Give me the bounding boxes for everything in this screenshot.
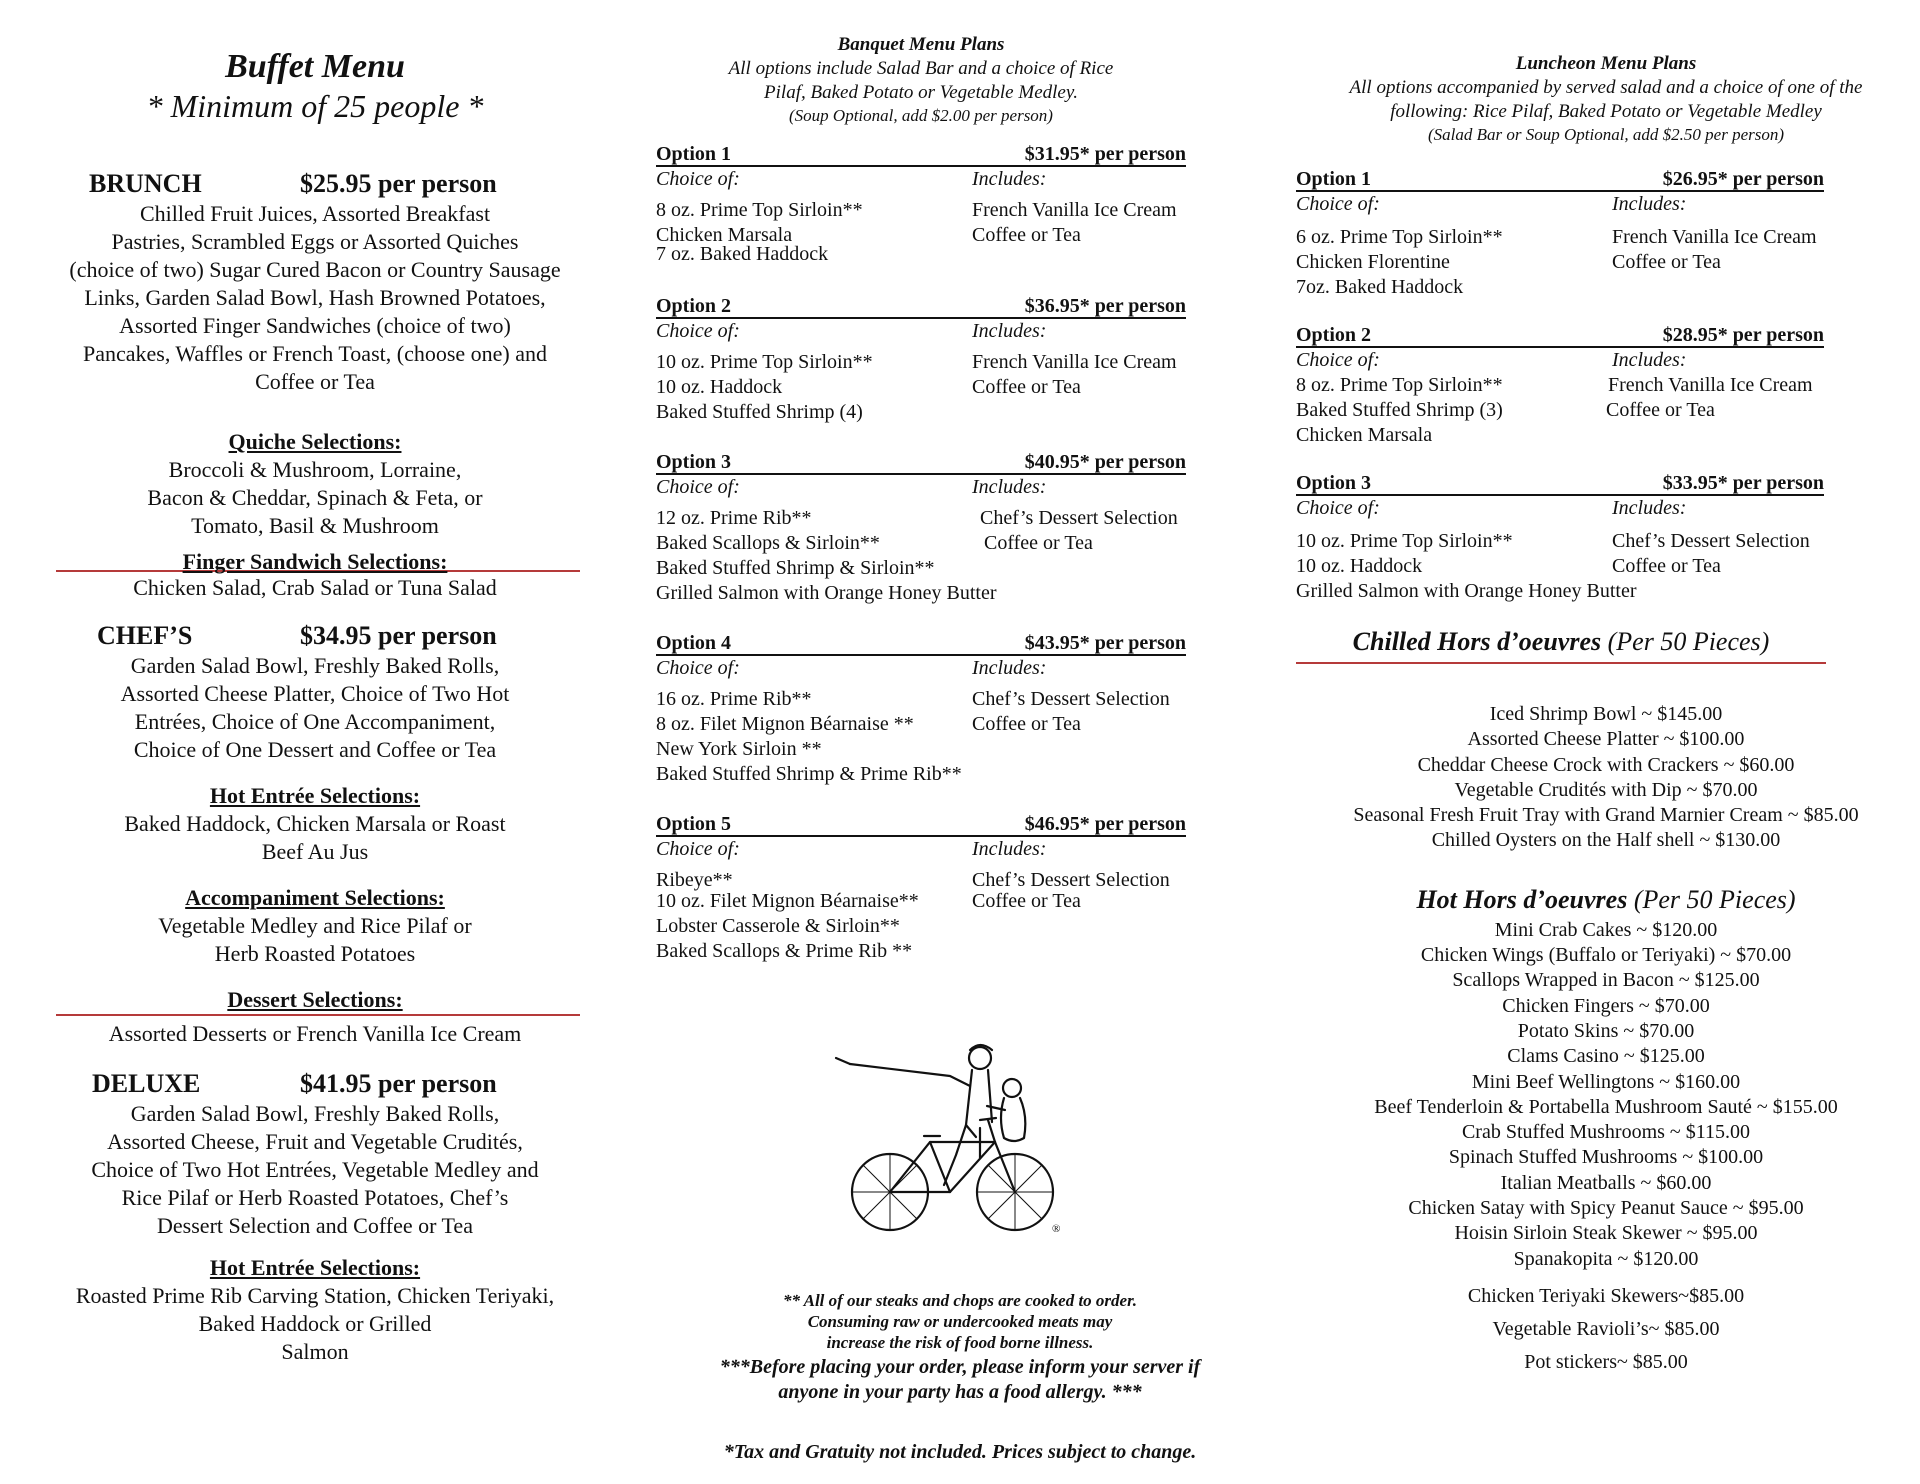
quiche-list	[40, 456, 590, 540]
choice-item: 7oz. Baked Haddock	[1296, 276, 1464, 298]
hot-hors-title	[1296, 884, 1916, 916]
option-price: $28.95* per person	[1662, 324, 1824, 346]
includes-label: Includes:	[972, 476, 1047, 498]
hot-item: Mini Beef Wellingtons ~ $160.00	[1471, 1070, 1741, 1093]
luncheon-note: (Salad Bar or Soup Optional, add $2.50 per person)	[1427, 125, 1785, 144]
accompaniment-line: Vegetable Medley and Rice Pilaf or	[158, 913, 472, 938]
choice-item: 12 oz. Prime Rib**	[656, 507, 812, 529]
chilled-title: Chilled Hors d’oeuvres	[1352, 627, 1602, 656]
choice-item: Chicken Marsala	[656, 224, 793, 246]
choice-label: Choice of:	[656, 476, 740, 498]
deluxe-line: Assorted Cheese, Fruit and Vegetable Crudités,	[107, 1129, 523, 1154]
choice-label: Choice of:	[656, 168, 740, 190]
option-price: $46.95* per person	[1024, 813, 1186, 835]
option-name: Option 2	[1296, 324, 1372, 346]
chefs-description	[40, 652, 590, 764]
includes-label: Includes:	[972, 168, 1047, 190]
hot-item: Italian Meatballs ~ $60.00	[1500, 1171, 1712, 1194]
include-item: Chef’s Dessert Selection	[980, 507, 1178, 529]
hot-qty: (Per 50 Pieces)	[1633, 884, 1796, 914]
choice-item: 8 oz. Prime Top Sirloin**	[656, 199, 863, 221]
option-price: $40.95* per person	[1024, 451, 1186, 473]
chefs-line: Entrées, Choice of One Accompaniment,	[134, 709, 496, 734]
include-item: Coffee or Tea	[972, 890, 1081, 912]
brunch-description	[40, 200, 590, 396]
hot-entree-line: Beef Au Jus	[261, 839, 369, 864]
hot-entree-list	[40, 1282, 590, 1366]
choice-label: Choice of:	[1296, 193, 1380, 215]
includes-label: Includes:	[972, 320, 1047, 342]
banquet-option	[656, 632, 1186, 787]
registered-mark: ®	[1052, 1223, 1061, 1235]
include-item: Chef’s Dessert Selection	[972, 869, 1170, 891]
hot-item: Spinach Stuffed Mushrooms ~ $100.00	[1448, 1146, 1764, 1169]
choice-label: Choice of:	[656, 838, 740, 860]
deluxe-line: Rice Pilaf or Herb Roasted Potatoes, Chef’s	[121, 1185, 509, 1210]
brunch-line: (choice of two) Sugar Cured Bacon or Country Sausage	[69, 257, 561, 282]
banquet-option	[656, 295, 1186, 425]
chilled-item: Vegetable Crudités with Dip ~ $70.00	[1454, 778, 1758, 801]
hot-entree-heading: Hot Entrée Selections:	[209, 783, 421, 808]
option-price: $31.95* per person	[1024, 143, 1186, 165]
luncheon-desc: All options accompanied by served salad and a choice of one of the	[1349, 77, 1863, 98]
option-price: $36.95* per person	[1024, 295, 1186, 317]
red-divider	[56, 1014, 580, 1016]
hot-entree-line: Salmon	[281, 1339, 349, 1364]
brunch-line: Assorted Finger Sandwiches (choice of two)	[119, 313, 511, 338]
deluxe-name: DELUXE	[92, 1069, 201, 1098]
option-price: $43.95* per person	[1024, 632, 1186, 654]
option-name: Option 4	[656, 632, 732, 654]
include-item: French Vanilla Ice Cream	[1612, 226, 1817, 248]
include-item: French Vanilla Ice Cream	[972, 199, 1177, 221]
banquet-desc: All options include Salad Bar and a choice of Rice	[728, 58, 1114, 79]
hot-item: Chicken Wings (Buffalo or Teriyaki) ~ $70.00	[1420, 944, 1792, 967]
notice-line: increase the risk of food borne illness.	[826, 1333, 1094, 1352]
hot-item: Pot stickers~ $85.00	[1524, 1350, 1688, 1373]
choice-label: Choice of:	[1296, 349, 1380, 371]
buffet-menu-column	[40, 0, 590, 1366]
finger-sandwich-line: Chicken Salad, Crab Salad or Tuna Salad	[133, 575, 497, 600]
buffet-subtitle: * Minimum of 25 people *	[146, 88, 484, 124]
hot-item: Beef Tenderloin & Portabella Mushroom Sauté ~ $155.00	[1374, 1095, 1838, 1118]
chilled-item: Seasonal Fresh Fruit Tray with Grand Marnier Cream ~ $85.00	[1353, 804, 1859, 827]
accompaniment-list	[40, 912, 590, 968]
luncheon-option	[1296, 472, 1824, 604]
banquet-option	[656, 143, 1186, 267]
finger-sandwich-heading: Finger Sandwich Selections:	[182, 549, 448, 574]
deluxe-line: Garden Salad Bowl, Freshly Baked Rolls,	[130, 1101, 500, 1126]
include-item: Chef’s Dessert Selection	[972, 688, 1170, 710]
notice-line: Consuming raw or undercooked meats may	[807, 1312, 1113, 1331]
hot-title: Hot Hors d’oeuvres	[1416, 884, 1628, 914]
option-name: Option 3	[656, 451, 732, 473]
includes-label: Includes:	[972, 838, 1047, 860]
hot-hors-list	[1296, 918, 1916, 1272]
quiche-line: Bacon & Cheddar, Spinach & Feta, or	[147, 485, 483, 510]
chilled-item: Cheddar Cheese Crock with Crackers ~ $60.00	[1417, 753, 1795, 776]
choice-item: 8 oz. Filet Mignon Béarnaise **	[656, 713, 914, 735]
choice-label: Choice of:	[656, 320, 740, 342]
hot-entree-list	[40, 810, 590, 866]
brunch-line: Pastries, Scrambled Eggs or Assorted Quiches	[111, 229, 519, 254]
hot-item: Spanakopita ~ $120.00	[1513, 1247, 1699, 1270]
choice-item: Baked Stuffed Shrimp (4)	[656, 401, 863, 423]
hot-item: Hoisin Sirloin Steak Skewer ~ $95.00	[1454, 1222, 1758, 1245]
include-item: French Vanilla Ice Cream	[1608, 374, 1813, 396]
include-item: Coffee or Tea	[972, 224, 1081, 246]
option-price: $33.95* per person	[1662, 472, 1824, 494]
option-price: $26.95* per person	[1662, 168, 1824, 190]
luncheon-title: Luncheon Menu Plans	[1515, 53, 1697, 74]
banquet-desc: Pilaf, Baked Potato or Vegetable Medley.	[764, 82, 1078, 103]
choice-item: Grilled Salmon with Orange Honey Butter	[656, 582, 997, 604]
luncheon-option	[1296, 324, 1824, 448]
hot-item: Chicken Satay with Spicy Peanut Sauce ~ $95.00	[1408, 1197, 1804, 1220]
brunch-name: BRUNCH	[89, 169, 202, 198]
include-item: French Vanilla Ice Cream	[972, 351, 1177, 373]
hot-hors-extra	[1296, 1280, 1916, 1379]
banquet-note: (Soup Optional, add $2.00 per person)	[789, 106, 1053, 125]
buffet-title: Buffet Menu	[225, 48, 405, 85]
dessert-line: Assorted Desserts or French Vanilla Ice Cream	[108, 1021, 522, 1046]
luncheon-option	[1296, 168, 1824, 300]
hot-item: Mini Crab Cakes ~ $120.00	[1494, 918, 1718, 941]
accompaniment-heading: Accompaniment Selections:	[185, 885, 445, 910]
chefs-line: Choice of One Dessert and Coffee or Tea	[133, 737, 497, 762]
hot-item: Chicken Teriyaki Skewers~$85.00	[1467, 1284, 1745, 1307]
include-item: Coffee or Tea	[1606, 399, 1715, 421]
hot-item: Potato Skins ~ $70.00	[1517, 1019, 1695, 1042]
hot-entree-heading: Hot Entrée Selections:	[209, 1255, 421, 1280]
choice-item: Grilled Salmon with Orange Honey Butter	[1296, 580, 1637, 602]
choice-item: 8 oz. Prime Top Sirloin**	[1296, 374, 1503, 396]
deluxe-line: Dessert Selection and Coffee or Tea	[157, 1213, 473, 1238]
includes-label: Includes:	[1612, 193, 1687, 215]
choice-item: 10 oz. Prime Top Sirloin**	[656, 351, 873, 373]
chilled-hors-list	[1296, 702, 1916, 854]
choice-item: New York Sirloin **	[656, 738, 822, 760]
choice-item: Baked Scallops & Sirloin**	[656, 532, 880, 554]
hot-item: Vegetable Ravioli’s~ $85.00	[1492, 1317, 1720, 1340]
banquet-menu-column	[656, 0, 1256, 964]
choice-item: 7 oz. Baked Haddock	[656, 243, 829, 265]
chilled-qty: (Per 50 Pieces)	[1607, 627, 1770, 656]
hot-item: Crab Stuffed Mushrooms ~ $115.00	[1461, 1121, 1751, 1144]
choice-label: Choice of:	[656, 657, 740, 679]
brunch-line: Pancakes, Waffles or French Toast, (choose one) and	[82, 341, 548, 366]
brunch-price: $25.95 per person	[300, 169, 497, 198]
choice-item: 10 oz. Haddock	[656, 376, 783, 398]
choice-item: Baked Stuffed Shrimp & Prime Rib**	[656, 763, 962, 785]
option-name: Option 1	[656, 143, 732, 165]
chilled-item: Assorted Cheese Platter ~ $100.00	[1467, 728, 1745, 751]
hot-entree-line: Baked Haddock, Chicken Marsala or Roast	[124, 811, 506, 836]
option-name: Option 2	[656, 295, 732, 317]
option-name: Option 1	[1296, 168, 1372, 190]
chefs-price: $34.95 per person	[300, 621, 497, 650]
includes-label: Includes:	[1612, 349, 1687, 371]
choice-item: Ribeye**	[656, 869, 733, 891]
dessert-heading: Dessert Selections:	[227, 987, 403, 1012]
chefs-line: Assorted Cheese Platter, Choice of Two Hot	[120, 681, 510, 706]
chilled-item: Iced Shrimp Bowl ~ $145.00	[1489, 703, 1723, 725]
choice-item: Chicken Marsala	[1296, 424, 1433, 446]
luncheon-menu-column	[1296, 0, 1916, 1379]
deluxe-line: Choice of Two Hot Entrées, Vegetable Medley and	[91, 1157, 539, 1182]
include-item: Coffee or Tea	[984, 532, 1093, 554]
choice-item: Lobster Casserole & Sirloin**	[656, 915, 900, 937]
quiche-heading: Quiche Selections:	[228, 429, 402, 454]
include-item: Coffee or Tea	[972, 376, 1081, 398]
luncheon-desc: following: Rice Pilaf, Baked Potato or Vegetable Medley	[1390, 101, 1822, 122]
notice-line: ** All of our steaks and chops are cooked to order.	[782, 1291, 1138, 1310]
include-item: Chef’s Dessert Selection	[1612, 530, 1810, 552]
banquet-title: Banquet Menu Plans	[837, 34, 1005, 55]
chefs-name: CHEF’S	[97, 621, 193, 650]
accompaniment-line: Herb Roasted Potatoes	[214, 941, 416, 966]
choice-item: 10 oz. Haddock	[1296, 555, 1423, 577]
brunch-line: Links, Garden Salad Bowl, Hash Browned Potatoes,	[84, 285, 546, 310]
allergy-notice	[660, 1355, 1260, 1405]
hot-item: Chicken Fingers ~ $70.00	[1502, 994, 1710, 1017]
chefs-line: Garden Salad Bowl, Freshly Baked Rolls,	[130, 653, 500, 678]
choice-item: Baked Stuffed Shrimp & Sirloin**	[656, 557, 935, 579]
tax-note: *Tax and Gratuity not included. Prices subject to change.	[723, 1441, 1197, 1463]
choice-item: Baked Scallops & Prime Rib **	[656, 940, 913, 962]
choice-item: 10 oz. Prime Top Sirloin**	[1296, 530, 1513, 552]
choice-item: Baked Stuffed Shrimp (3)	[1296, 399, 1503, 421]
brunch-header	[40, 168, 590, 200]
quiche-line: Tomato, Basil & Mushroom	[191, 513, 439, 538]
option-name: Option 3	[1296, 472, 1372, 494]
hot-entree-line: Roasted Prime Rib Carving Station, Chicken Teriyaki,	[75, 1283, 555, 1308]
choice-item: 10 oz. Filet Mignon Béarnaise**	[656, 890, 919, 912]
safety-notice	[660, 1290, 1260, 1353]
bicycle-chef-logo-icon	[820, 1030, 1100, 1240]
deluxe-description	[40, 1100, 590, 1240]
brunch-line: Coffee or Tea	[255, 369, 375, 394]
includes-label: Includes:	[1612, 497, 1687, 519]
chefs-header	[40, 620, 590, 652]
includes-label: Includes:	[972, 657, 1047, 679]
choice-label: Choice of:	[1296, 497, 1380, 519]
hot-item: Scallops Wrapped in Bacon ~ $125.00	[1452, 969, 1760, 992]
hot-entree-line: Baked Haddock or Grilled	[198, 1311, 432, 1336]
quiche-line: Broccoli & Mushroom, Lorraine,	[168, 457, 462, 482]
hot-item: Clams Casino ~ $125.00	[1507, 1045, 1705, 1068]
chilled-hors-title	[1296, 626, 1826, 658]
include-item: Coffee or Tea	[1612, 251, 1721, 273]
include-item: Coffee or Tea	[972, 713, 1081, 735]
banquet-option	[656, 451, 1186, 606]
deluxe-header	[40, 1068, 590, 1100]
choice-item: 6 oz. Prime Top Sirloin**	[1296, 226, 1503, 248]
deluxe-price: $41.95 per person	[300, 1069, 497, 1098]
include-item: Coffee or Tea	[1612, 555, 1721, 577]
chilled-item: Chilled Oysters on the Half shell ~ $130.00	[1431, 829, 1781, 852]
choice-item: Chicken Florentine	[1296, 251, 1450, 273]
option-name: Option 5	[656, 813, 732, 835]
luncheon-header	[1296, 52, 1916, 146]
brunch-line: Chilled Fruit Juices, Assorted Breakfast	[139, 201, 491, 226]
banquet-option	[656, 813, 1186, 964]
banquet-header	[656, 33, 1186, 127]
allergy-line: ***Before placing your order, please inform your server if	[719, 1356, 1201, 1378]
choice-item: 16 oz. Prime Rib**	[656, 688, 812, 710]
allergy-line: anyone in your party has a food allergy. ***	[778, 1381, 1142, 1403]
